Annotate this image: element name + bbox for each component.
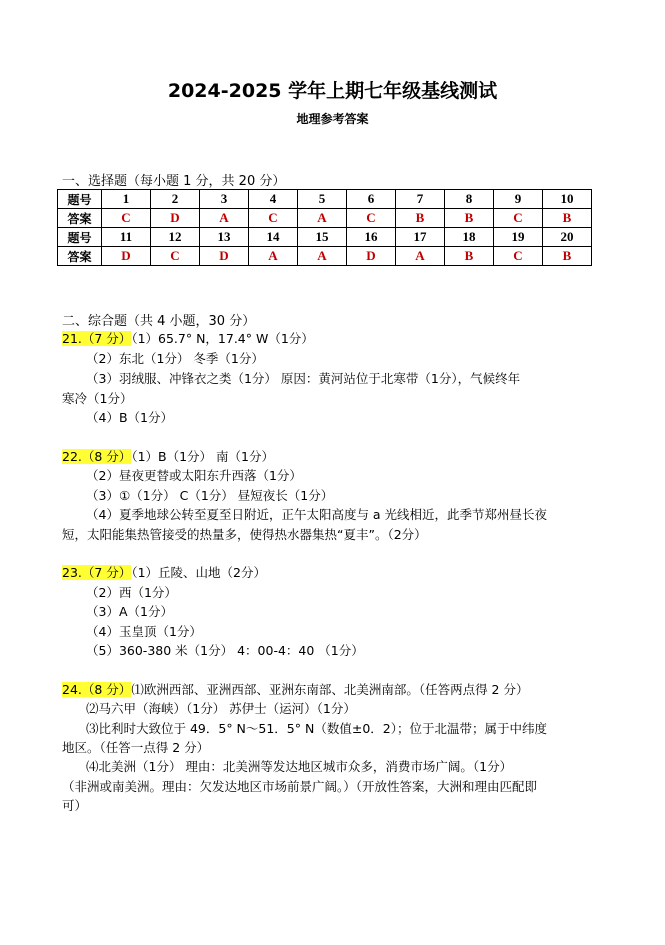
q22-score-label: 22.（8 分） — [62, 449, 132, 464]
answer-cell: B — [445, 247, 494, 266]
q24-line-1 — [62, 682, 528, 698]
q23-line-1 — [62, 565, 266, 581]
answer-cell: A — [298, 247, 347, 266]
q22-line-4: （4）夏季地球公转至夏至日附近，正午太阳高度与 a 光线相近，此季节郑州昼长夜 — [86, 507, 548, 522]
answer-cell: D — [151, 209, 200, 228]
q22-line-5: 短，太阳能集热管接受的热量多，使得热水器集热“夏丰”。（2分） — [62, 527, 427, 542]
q24-line-6: （非洲或南美洲。理由：欠发达地区市场前景广阔。）（开放性答案，大洲和理由匹配即 — [62, 779, 538, 794]
answer-cell: C — [494, 247, 543, 266]
question-number: 7 — [396, 190, 445, 209]
question-number: 15 — [298, 228, 347, 247]
answer-cell: D — [200, 247, 249, 266]
q24-line-7: 可） — [62, 798, 88, 813]
q23-answer-text: （1）丘陵、山地（2分） — [131, 565, 266, 580]
q24-answer-text: ⑴欧洲西部、亚洲西部、亚洲东南部、北美洲南部。（任答两点得 2 分） — [131, 682, 529, 697]
q23-line-3: （3）A（1分） — [86, 604, 173, 619]
answer-cell: B — [396, 209, 445, 228]
answer-cell: A — [396, 247, 445, 266]
section2-heading: 二、综合题（共 4 小题，30 分） — [62, 314, 256, 329]
answer-cell: B — [543, 247, 592, 266]
answer-cell: C — [347, 209, 396, 228]
row-label-answer: 答案 — [58, 209, 102, 228]
question-number: 20 — [543, 228, 592, 247]
q23-line-5: （5）360-380 米（1分） 4：00-4：40 （1分） — [86, 643, 364, 658]
question-number: 4 — [249, 190, 298, 209]
page-subtitle: 地理参考答案 — [296, 112, 369, 126]
table-row-answers-2 — [58, 247, 592, 266]
row-label-question: 题号 — [58, 228, 102, 247]
answer-cell: C — [151, 247, 200, 266]
question-number: 6 — [347, 190, 396, 209]
q22-line-2: （2）昼夜更替或太阳东升西落（1分） — [86, 468, 302, 483]
table-row-answers-1 — [58, 209, 592, 228]
q23-score-label: 23.（7 分） — [62, 565, 132, 580]
row-label-question: 题号 — [58, 190, 102, 209]
answer-table — [57, 189, 592, 266]
q21-line-4: 寒冷（1分） — [62, 391, 133, 406]
question-number: 12 — [151, 228, 200, 247]
answer-cell: C — [249, 209, 298, 228]
table-row-questions-2 — [58, 228, 592, 247]
q21-score-label: 21.（7 分） — [62, 331, 132, 346]
q21-line-3: （3）羽绒服、冲锋衣之类（1分） 原因：黄河站位于北寒带（1分），气候终年 — [86, 371, 521, 386]
q24-line-2: ⑵马六甲（海峡）（1分） 苏伊士（运河）（1分） — [86, 701, 356, 716]
q24-score-label: 24.（8 分） — [62, 682, 132, 697]
answer-cell: B — [445, 209, 494, 228]
q22-answer-text: （1）B（1分） 南（1分） — [131, 449, 274, 464]
q24-line-3: ⑶比利时大致位于 49．5° N～51．5° N（数值±0．2）；位于北温带；属于中纬度 — [86, 721, 547, 736]
question-number: 5 — [298, 190, 347, 209]
q24-line-4: 地区。（任答一点得 2 分） — [62, 740, 210, 755]
section1-heading: 一、选择题（每小题 1 分，共 20 分） — [62, 174, 286, 189]
answer-cell: A — [298, 209, 347, 228]
answer-cell: D — [102, 247, 151, 266]
answer-cell: C — [102, 209, 151, 228]
question-number: 17 — [396, 228, 445, 247]
q21-line-2: （2）东北（1分） 冬季（1分） — [86, 351, 264, 366]
question-number: 11 — [102, 228, 151, 247]
question-number: 3 — [200, 190, 249, 209]
answer-cell: B — [543, 209, 592, 228]
question-number: 10 — [543, 190, 592, 209]
question-number: 13 — [200, 228, 249, 247]
row-label-answer: 答案 — [58, 247, 102, 266]
question-number: 19 — [494, 228, 543, 247]
question-number: 1 — [102, 190, 151, 209]
answer-cell: D — [347, 247, 396, 266]
page-title: 2024-2025 学年上期七年级基线测试 — [167, 80, 498, 102]
question-number: 14 — [249, 228, 298, 247]
answer-cell: C — [494, 209, 543, 228]
answer-cell: A — [249, 247, 298, 266]
q23-line-4: （4）玉皇顶（1分） — [86, 624, 202, 639]
q21-answer-text: （1）65.7° N，17.4° W（1分） — [131, 331, 314, 346]
q21-line-5: （4）B（1分） — [86, 410, 173, 425]
question-number: 9 — [494, 190, 543, 209]
q23-line-2: （2）西（1分） — [86, 585, 177, 600]
question-number: 8 — [445, 190, 494, 209]
answer-cell: A — [200, 209, 249, 228]
table-row-questions-1 — [58, 190, 592, 209]
q24-line-5: ⑷北美洲（1分） 理由：北美洲等发达地区城市众多，消费市场广阔。（1分） — [86, 759, 513, 774]
q22-line-3: （3）①（1分） C（1分） 昼短夜长（1分） — [86, 488, 334, 503]
q22-line-1 — [62, 449, 274, 465]
question-number: 16 — [347, 228, 396, 247]
question-number: 2 — [151, 190, 200, 209]
q21-line-1 — [62, 331, 314, 347]
question-number: 18 — [445, 228, 494, 247]
